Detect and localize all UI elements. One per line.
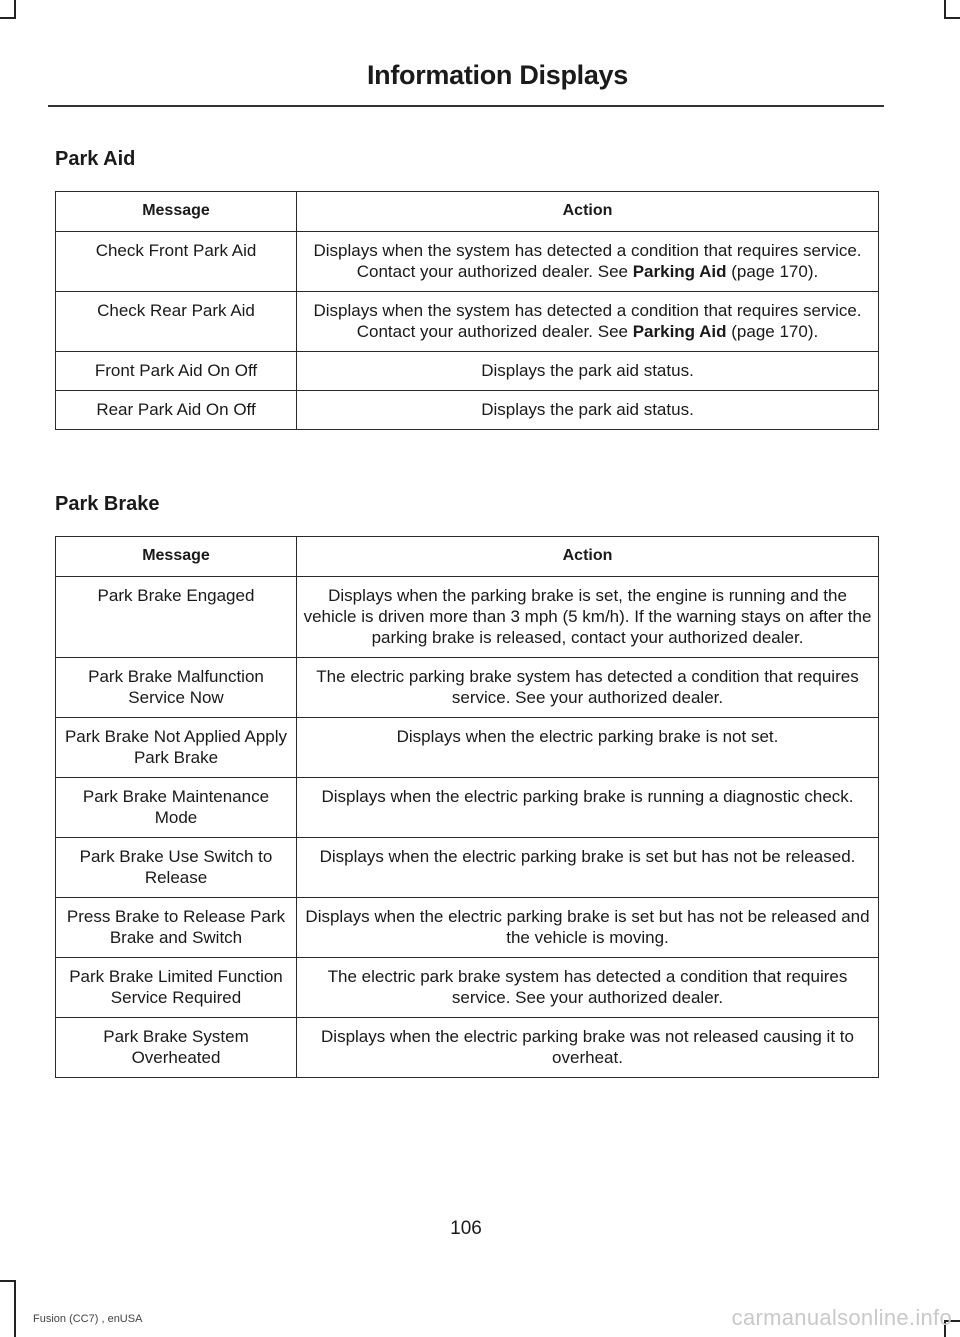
watermark: carmanualsonline.info [731, 1305, 952, 1330]
table-row [56, 658, 879, 718]
table-row [56, 778, 879, 838]
column-header-action: Action [297, 537, 879, 577]
message-cell: Park Brake Limited Function Service Required [56, 958, 297, 1018]
message-cell: Park Brake Maintenance Mode [56, 778, 297, 838]
message-cell: Park Brake Malfunction Service Now [56, 658, 297, 718]
action-cell: Displays when the electric parking brake is set but has not be released. [297, 838, 879, 898]
table-row [56, 718, 879, 778]
section-title-park-aid: Park Aid [55, 148, 136, 170]
table-row [56, 292, 879, 352]
crop-mark [0, 17, 16, 19]
action-cell: Displays when the electric parking brake was not released causing it to overheat. [297, 1018, 879, 1078]
action-cell: Displays when the parking brake is set, the engine is running and the vehicle is driven more than 3 mph (5 km/h). If the warning stays on after the parking brake is released, contact your authorized dealer. [297, 577, 879, 658]
header-divider [48, 105, 884, 107]
table-row [56, 898, 879, 958]
message-cell: Check Rear Park Aid [56, 292, 297, 352]
section-title-park-brake: Park Brake [55, 493, 160, 515]
action-text: Displays when the system has detected a condition that requires service. Contact your authorized dealer. See [313, 301, 862, 341]
document-info: Fusion (CC7) , enUSA [33, 1313, 143, 1325]
action-text: Displays when the system has detected a condition that requires service. Contact your authorized dealer. See [313, 241, 862, 281]
action-cell: The electric parking brake system has detected a condition that requires service. See your authorized dealer. [297, 658, 879, 718]
table-row [56, 1018, 879, 1078]
action-cell: The electric park brake system has detected a condition that requires service. See your authorized dealer. [297, 958, 879, 1018]
table-header-row [56, 537, 879, 577]
crop-mark [944, 0, 946, 17]
table-row [56, 352, 879, 391]
table-row [56, 232, 879, 292]
crop-mark [14, 0, 16, 17]
column-header-action: Action [297, 192, 879, 232]
action-cell [297, 232, 879, 292]
table-row [56, 577, 879, 658]
crop-mark [944, 17, 960, 19]
table-row [56, 838, 879, 898]
crop-mark [14, 1280, 16, 1337]
table-header-row [56, 192, 879, 232]
action-cell: Displays when the electric parking brake is not set. [297, 718, 879, 778]
park-brake-table [55, 536, 879, 1078]
column-header-message: Message [56, 192, 297, 232]
page-reference: (page 170). [726, 322, 819, 341]
message-cell: Front Park Aid On Off [56, 352, 297, 391]
message-cell: Park Brake Use Switch to Release [56, 838, 297, 898]
cross-reference-link[interactable]: Parking Aid [632, 262, 727, 281]
message-cell: Park Brake Engaged [56, 577, 297, 658]
action-cell: Displays when the electric parking brake is running a diagnostic check. [297, 778, 879, 838]
action-cell: Displays the park aid status. [297, 391, 879, 430]
page-reference: (page 170). [726, 262, 819, 281]
table-row [56, 958, 879, 1018]
page-header-title: Information Displays [366, 60, 628, 90]
action-cell: Displays when the electric parking brake is set but has not be released and the vehicle is moving. [297, 898, 879, 958]
crop-mark [0, 1280, 16, 1282]
page-number: 106 [450, 1218, 482, 1239]
table-row [56, 391, 879, 430]
message-cell: Rear Park Aid On Off [56, 391, 297, 430]
message-cell: Park Brake System Overheated [56, 1018, 297, 1078]
message-cell: Park Brake Not Applied Apply Park Brake [56, 718, 297, 778]
cross-reference-link[interactable]: Parking Aid [632, 322, 727, 341]
column-header-message: Message [56, 537, 297, 577]
message-cell: Check Front Park Aid [56, 232, 297, 292]
action-cell: Displays the park aid status. [297, 352, 879, 391]
action-cell [297, 292, 879, 352]
message-cell: Press Brake to Release Park Brake and Switch [56, 898, 297, 958]
park-aid-table [55, 191, 879, 430]
